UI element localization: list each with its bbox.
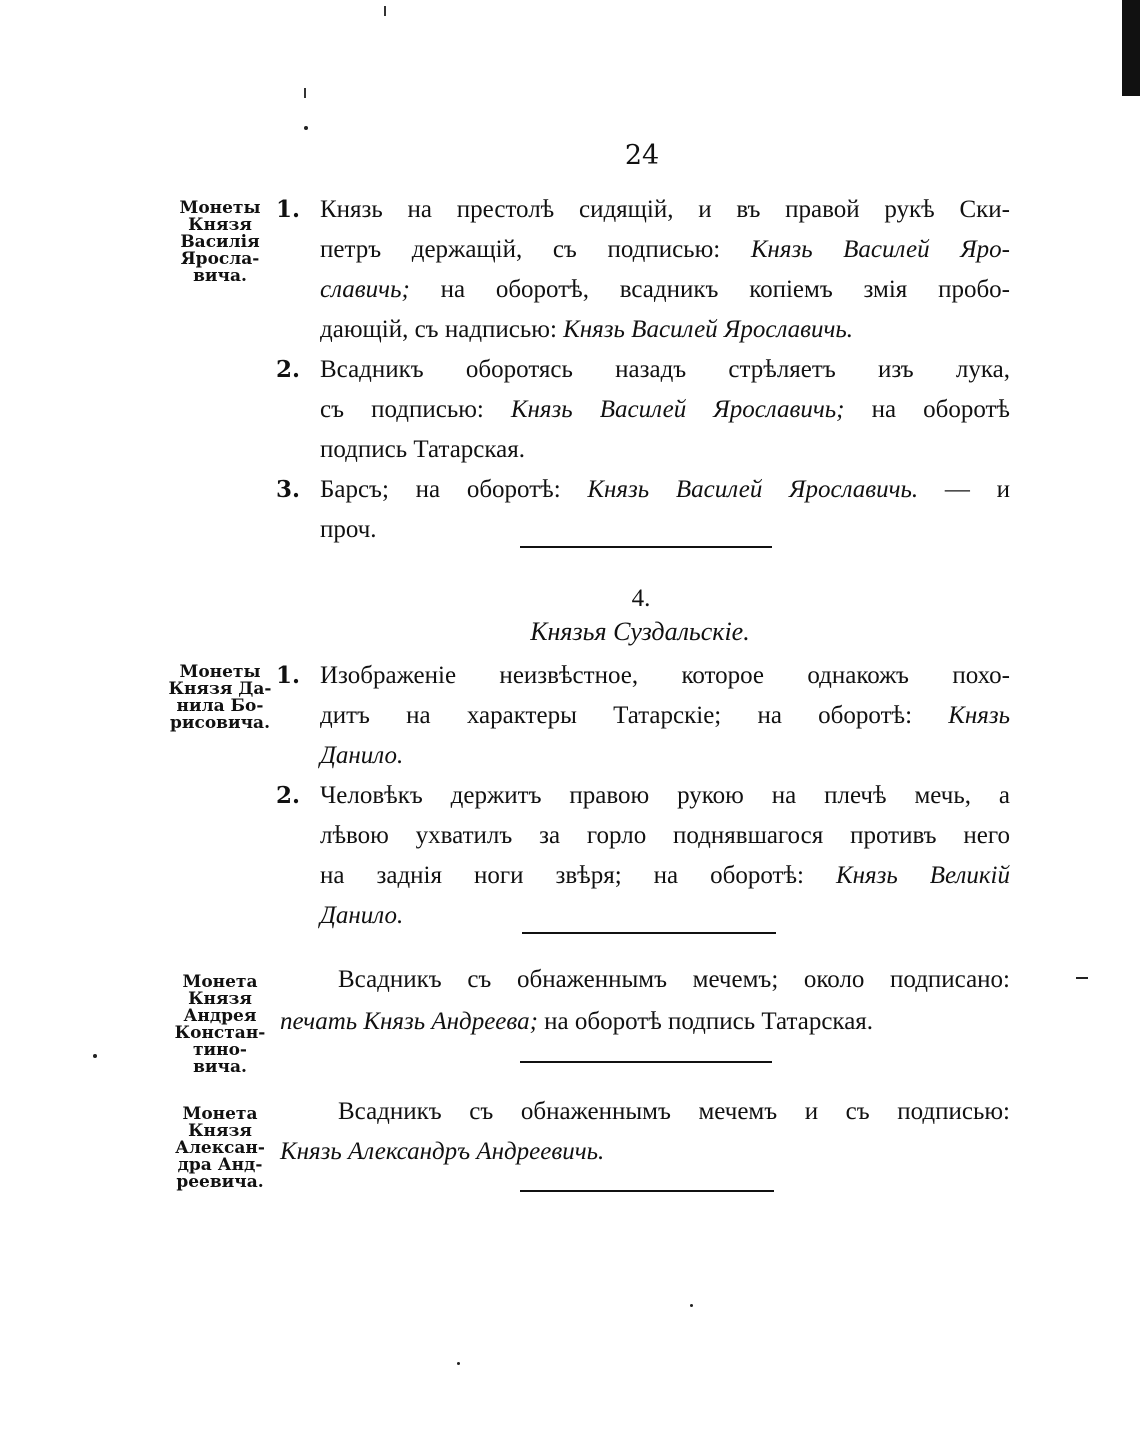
text-segment: лѣвою ухватилъ за горло поднявшагося противъ него bbox=[320, 822, 1010, 849]
item-number: 1. bbox=[276, 662, 301, 689]
text-segment: на оборотѣ, всадникъ копіемъ змія пробо- bbox=[409, 276, 1010, 303]
scan-speck bbox=[457, 1362, 460, 1365]
text-line bbox=[320, 698, 1010, 734]
text-segment: — и bbox=[918, 476, 1010, 503]
italic-inscription: Князь Василей Ярославичь. bbox=[563, 316, 854, 343]
text-line bbox=[320, 778, 1010, 814]
text-line bbox=[320, 392, 1010, 428]
scan-speck bbox=[690, 1304, 693, 1307]
italic-inscription: Князь Великій bbox=[835, 862, 1011, 889]
text-segment: Всадникъ оборотясь назадъ стрѣляетъ изъ лука, bbox=[320, 356, 1010, 383]
italic-inscription: Князь Александръ Андреевичь. bbox=[280, 1138, 605, 1165]
margin-note-vasily: Монеты Князя Василія Яросла- вича. bbox=[179, 198, 261, 286]
text-line bbox=[320, 818, 1010, 854]
section-rule bbox=[520, 1190, 774, 1192]
text-line bbox=[320, 272, 1010, 308]
section-rule bbox=[520, 1061, 772, 1063]
section-rule bbox=[520, 546, 772, 548]
text-line bbox=[280, 1134, 1010, 1170]
scan-speck bbox=[93, 1054, 97, 1058]
text-segment: подпись Татарская. bbox=[320, 436, 526, 463]
scan-speck bbox=[304, 126, 308, 130]
text-segment: дитъ на характеры Татарскіе; на оборотѣ: bbox=[320, 702, 949, 729]
text-segment: на заднія ноги звѣря; на оборотѣ: bbox=[320, 862, 836, 889]
italic-inscription: Данило. bbox=[320, 902, 404, 929]
section-rule bbox=[522, 932, 776, 934]
margin-note-andrei: Монета Князя Андрея Констан- тино- вича. bbox=[174, 972, 266, 1077]
text-line bbox=[320, 898, 1010, 934]
text-segment: Человѣкъ держитъ правою рукою на плечѣ мечь, а bbox=[320, 782, 1010, 809]
item-number: 2. bbox=[276, 356, 301, 383]
text-line bbox=[320, 658, 1010, 694]
text-segment: съ подписью: bbox=[320, 396, 511, 423]
text-line bbox=[320, 432, 1010, 468]
text-segment: Барсъ; на оборотѣ: bbox=[320, 476, 588, 503]
italic-inscription: печать Князь Андреева; bbox=[280, 1008, 538, 1035]
item-number: 1. bbox=[276, 196, 301, 223]
text-segment: петръ держащій, съ подписью: bbox=[320, 236, 751, 263]
page-number: 24 bbox=[624, 140, 660, 171]
text-segment: дающій, съ надписью: bbox=[320, 316, 564, 343]
text-segment: Изображеніе неизвѣстное, которое однакожъ похо- bbox=[320, 662, 1010, 689]
text-line bbox=[320, 512, 1010, 548]
text-line bbox=[320, 472, 1010, 508]
section-number: 4. bbox=[631, 585, 651, 612]
text-segment: Всадникъ съ обнаженнымъ мечемъ; около подписано: bbox=[338, 966, 1010, 993]
item-number: 2. bbox=[276, 782, 301, 809]
scan-speck bbox=[304, 88, 306, 98]
item-number: 3. bbox=[276, 476, 301, 503]
margin-note-alexander: Монета Князя Алексан- дра Анд- реевича. bbox=[175, 1104, 265, 1192]
text-line bbox=[320, 232, 1010, 268]
italic-inscription: Князь Василей Ярославичь. bbox=[587, 476, 919, 503]
text-segment: на оборотѣ подпись Татарская. bbox=[537, 1008, 874, 1035]
text-line bbox=[280, 1004, 1010, 1040]
italic-inscription: Князь Василей Ярославичь; bbox=[510, 396, 845, 423]
text-segment: проч. bbox=[320, 516, 377, 543]
italic-inscription: славичь; bbox=[320, 276, 410, 303]
text-line bbox=[320, 738, 1010, 774]
italic-inscription: Князь bbox=[948, 702, 1010, 729]
scan-speck bbox=[1076, 977, 1088, 979]
text-segment: Князь на престолѣ сидящій, и въ правой рукѣ Ски- bbox=[320, 196, 1010, 223]
text-segment: на оборотѣ bbox=[844, 396, 1010, 423]
text-line bbox=[320, 192, 1010, 228]
text-line bbox=[320, 352, 1010, 388]
text-segment: Всадникъ съ обнаженнымъ мечемъ и съ подписью: bbox=[338, 1098, 1010, 1125]
margin-note-danila: Монеты Князя Да- нила Бо- рисовича. bbox=[168, 662, 272, 733]
italic-inscription: Данило. bbox=[320, 742, 404, 769]
section-title: Князья Суздальскіе. bbox=[530, 617, 750, 646]
text-line bbox=[320, 858, 1010, 894]
text-line bbox=[320, 312, 1010, 348]
text-line bbox=[280, 1094, 1010, 1130]
text-line bbox=[280, 962, 1010, 998]
scan-edge-mark bbox=[1122, 0, 1140, 96]
italic-inscription: Князь Василей Яро- bbox=[750, 236, 1010, 263]
scan-speck bbox=[384, 6, 386, 16]
